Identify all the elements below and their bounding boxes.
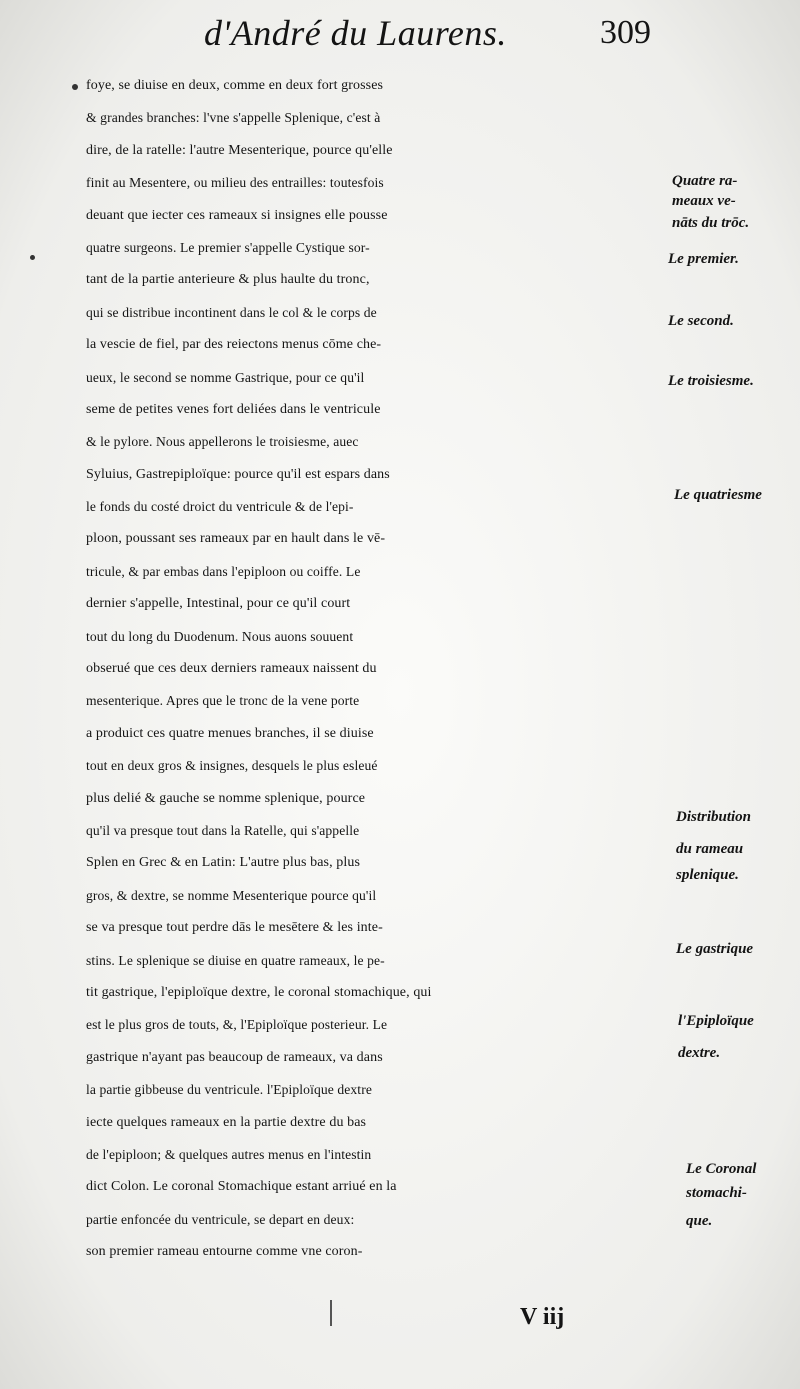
text-line: Splen en Grec & en Latin: L'autre plus bas, plus <box>86 855 361 871</box>
text-line: gros, & dextre, se nomme Mesenterique pource qu'il <box>86 887 377 903</box>
text-line: son premier rameau entourne comme vne coron- <box>86 1244 363 1260</box>
text-line: foye, se diuise en deux, comme en deux fort grosses <box>86 78 384 93</box>
margin-note: Le second. <box>668 313 734 329</box>
text-line: tout du long du Duodenum. Nous auons souuent <box>86 628 354 644</box>
ink-speck <box>30 255 35 260</box>
text-line: seme de petites venes fort deliées dans le ventricule <box>86 401 381 417</box>
text-line: a produict ces quatre menues branches, il se diuise <box>86 725 374 741</box>
text-line: ueux, le second se nomme Gastrique, pour ce qu'il <box>86 369 365 385</box>
ink-mark <box>330 1300 332 1326</box>
text-line: stins. Le splenique se diuise en quatre rameaux, le pe- <box>86 952 385 968</box>
text-line: deuant que iecter ces rameaux si insignes elle pousse <box>86 207 388 223</box>
margin-note: Le troisiesme. <box>668 373 754 389</box>
text-line: la vescie de fiel, par des reiectons menus cōme che- <box>86 337 382 353</box>
text-line: qu'il va presque tout dans la Ratelle, qui s'appelle <box>86 822 360 838</box>
margin-note: meaux ve- <box>672 193 736 209</box>
text-line: dernier s'appelle, Intestinal, pour ce qu'il court <box>86 596 351 612</box>
margin-note: stomachi- <box>686 1185 747 1201</box>
text-line: dire, de la ratelle: l'autre Mesenterique, pource qu'elle <box>86 142 393 158</box>
text-line: plus delié & gauche se nomme splenique, pource <box>86 790 366 806</box>
margin-note: Le premier. <box>668 251 739 267</box>
text-line: obserué que ces deux derniers rameaux naissent du <box>86 661 377 677</box>
running-head: d'André du Laurens. <box>204 13 507 53</box>
body-text <box>86 70 676 1268</box>
margin-note: Le quatriesme <box>674 487 762 503</box>
text-line: est le plus gros de touts, &, l'Epiploïque posterieur. Le <box>86 1017 388 1033</box>
margin-note: splenique. <box>676 867 739 883</box>
text-line: partie enfoncée du ventricule, se depart en deux: <box>86 1211 355 1227</box>
text-line: la partie gibbeuse du ventricule. l'Epiploïque dextre <box>86 1082 372 1098</box>
text-line: & grandes branches: l'vne s'appelle Splenique, c'est à <box>86 110 381 126</box>
margin-note: dextre. <box>678 1045 721 1061</box>
text-line: tricule, & par embas dans l'epiploon ou coiffe. Le <box>86 563 361 579</box>
margin-note: que. <box>686 1213 713 1229</box>
signature-mark: V iij <box>520 1304 565 1330</box>
margin-notes <box>664 0 800 1389</box>
text-line: dict Colon. Le coronal Stomachique estant arriué en la <box>86 1179 397 1195</box>
page-number: 309 <box>600 14 651 51</box>
text-line: Syluius, Gastrepiploïque: pource qu'il est espars dans <box>86 466 390 482</box>
text-line: tout en deux gros & insignes, desquels le plus esleué <box>86 758 378 774</box>
text-line: le fonds du costé droict du ventricule & de l'epi- <box>86 499 354 515</box>
ink-speck <box>72 84 78 90</box>
text-line: de l'epiploon; & quelques autres menus en l'intestin <box>86 1146 372 1162</box>
text-line: se va presque tout perdre dās le mesētere & les inte- <box>86 920 383 936</box>
margin-note: Le gastrique <box>676 941 754 957</box>
margin-note: Le Coronal <box>686 1161 757 1177</box>
text-line: qui se distribue incontinent dans le col & le corps de <box>86 304 377 320</box>
text-line: finit au Mesentere, ou milieu des entrailles: toutesfois <box>86 175 384 191</box>
text-line: ploon, poussant ses rameaux par en hault dans le vē- <box>86 531 386 547</box>
margin-note: l'Epiploïque <box>678 1013 754 1029</box>
margin-note: du rameau <box>676 841 744 857</box>
text-line: & le pylore. Nous appellerons le troisiesme, auec <box>86 434 359 450</box>
margin-note: Distribution <box>676 809 752 825</box>
text-line: quatre surgeons. Le premier s'appelle Cystique sor- <box>86 239 370 255</box>
margin-note: Quatre ra- <box>672 173 738 189</box>
text-line: tant de la partie anterieure & plus haulte du tronc, <box>86 272 370 288</box>
margin-note: nāts du trōc. <box>672 215 750 231</box>
text-line: tit gastrique, l'epiploïque dextre, le coronal stomachique, qui <box>86 984 432 1000</box>
text-line: mesenterique. Apres que le tronc de la vene porte <box>86 693 360 709</box>
text-line: iecte quelques rameaux en la partie dextre du bas <box>86 1114 367 1130</box>
text-line: gastrique n'ayant pas beaucoup de rameaux, va dans <box>86 1049 383 1065</box>
